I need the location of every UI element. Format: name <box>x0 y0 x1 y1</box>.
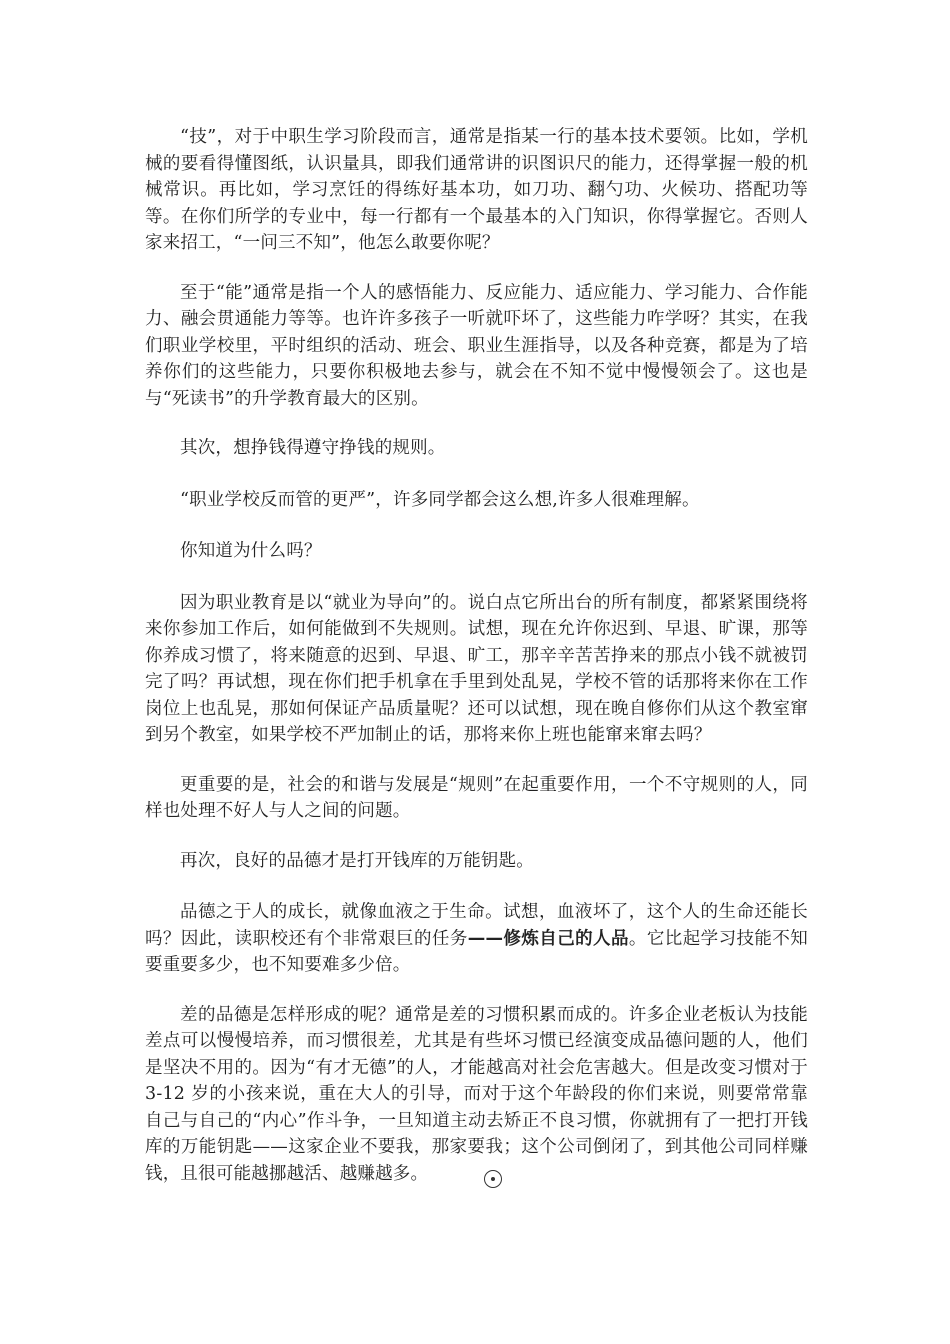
page-circle-dot-icon <box>484 1170 502 1188</box>
paragraph-social-rules: 更重要的是，社会的和谐与发展是“规则”在起重要作用，一个不守规则的人，同样也处理不好人与人之间的问题。 <box>145 774 808 821</box>
character-text-after: 。它比起学习技能不知要重要多少，也不知要难多少倍。 <box>145 928 808 975</box>
paragraph-rules-heading: 其次，想挣钱得遵守挣钱的规则。 <box>180 438 446 458</box>
paragraph-character <box>145 899 808 979</box>
character-text-before: 品德之于人的成长，就像血液之于生命。试想，血液坏了，这个人的生命还能长吗？因此，读职校还有个非常艰巨的任务 <box>145 902 808 949</box>
paragraph-skill: “技”，对于中职生学习阶段而言，通常是指某一行的基本技术要领。比如，学机械的要看得懂图纸，认识量具，即我们通常讲的识图识尺的能力，还得掌握一般的机械常识。再比如，学习烹饪的得练好基本功，如刀功、翻勺功、火候功、搭配功等等。在你们所学的专业中，每一行都有一个最基本的入门知识，你得掌握它。否则人家来招工，“一问三不知”，他怎么敢要你呢？ <box>145 127 808 253</box>
character-emphasis: ——修炼自己的人品 <box>467 928 629 949</box>
paragraph-ability: 至于“能”通常是指一个人的感悟能力、反应能力、适应能力、学习能力、合作能力、融会贯通能力等等。也许许多孩子一听就吓坏了，这些能力咋学呀？其实，在我们职业学校里，平时组织的活动、班会、职业生涯指导，以及各种竞赛，都是为了培养你们的这些能力，只要你积极地去参与，就会在不知不觉中慢慢领会了。这也是与“死读书”的升学教育最大的区别。 <box>145 282 808 409</box>
paragraph-virtue-heading: 再次，良好的品德才是打开钱库的万能钥匙。 <box>180 850 534 871</box>
document-body <box>145 124 808 1210</box>
paragraph-question: 你知道为什么吗？ <box>180 541 322 561</box>
paragraph-employment: 因为职业教育是以“就业为导向”的。说白点它所出台的所有制度，都紧紧围绕将来你参加工作后，如何能做到不失规则。试想，现在允许你迟到、早退、旷课，那等你养成习惯了，将来随意的迟到、早退、旷工，那辛辛苦苦挣来的那点小钱不就被罚完了吗？再试想，现在你们把手机拿在手里到处乱晃，学校不管的话那将来你在工作岗位上也乱晃，那如何保证产品质量呢？还可以试想，现在晚自修你们从这个教室窜到另个教室，如果学校不严加制止的话，那将来你上班也能窜来窜去吗？ <box>145 592 808 745</box>
paragraph-strict-school: “职业学校反而管的更严”，许多同学都会这么想,许多人很难理解。 <box>180 489 700 510</box>
paragraph-habits: 差的品德是怎样形成的呢？通常是差的习惯积累而成的。许多企业老板认为技能差点可以慢慢培养，而习惯很差，尤其是有些坏习惯已经演变成品德问题的人，他们是坚决不用的。因为“有才无德”的人，才能越高对社会危害越大。但是改变习惯对于 3-12 岁的小孩来说，重在大人的引导，而对于这个年龄段的你们来说，则要常常靠自己与自己的“内心”作斗争，一旦知道主动去矫正不良习惯，你就拥有了一把打开钱库的万能钥匙——这家企业不要我，那家要我；这个公司倒闭了，到其他公司同样赚钱，且很可能越挪越活、越赚越多。 <box>145 1004 808 1184</box>
